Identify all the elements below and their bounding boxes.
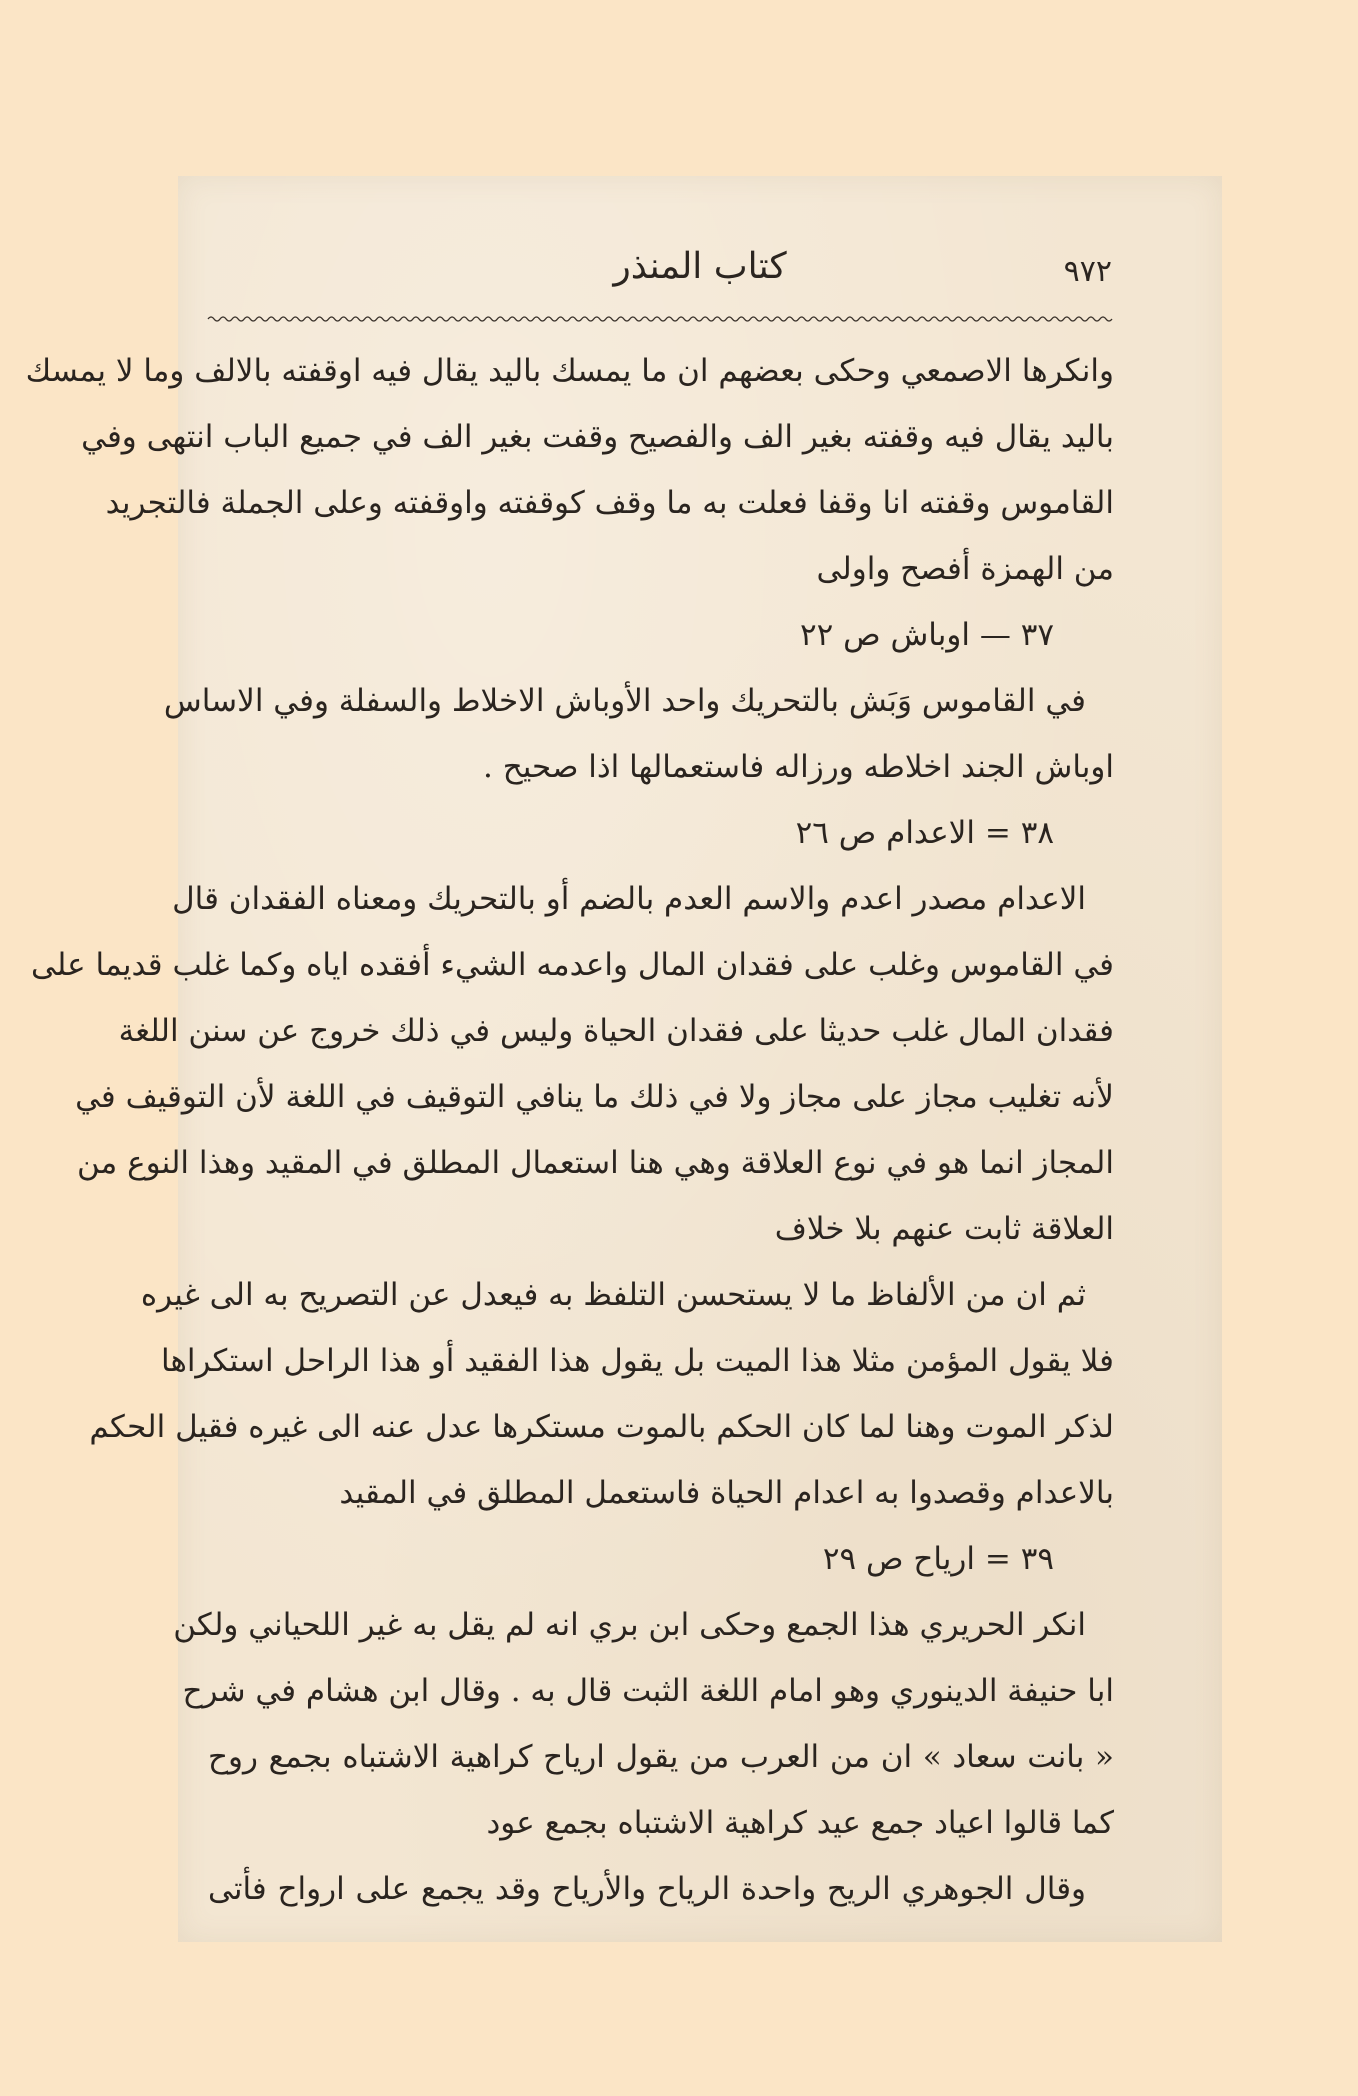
text-line: بالاعدام وقصدوا به اعدام الحياة فاستعمل المطلق في المقيد [339, 1475, 1114, 1511]
text-line: من الهمزة أفصح واولى [816, 551, 1114, 587]
text-line: فلا يقول المؤمن مثلا هذا الميت بل يقول هذا الفقيد أو هذا الراحل استكراها [161, 1343, 1114, 1379]
entry-heading: ٣٨ = الاعدام ص ٢٦ [795, 815, 1054, 851]
text-line: « بانت سعاد » ان من العرب من يقول ارياح كراهية الاشتباه بجمع روح [208, 1739, 1114, 1775]
text-line: كما قالوا اعياد جمع عيد كراهية الاشتباه بجمع عود [486, 1805, 1114, 1841]
text-line: ابا حنيفة الدينوري وهو امام اللغة الثبت قال به . وقال ابن هشام في شرح [182, 1673, 1114, 1709]
text-line: في القاموس وَبَش بالتحريك واحد الأوباش الاخلاط والسفلة وفي الاساس [163, 683, 1086, 719]
entry-heading: ٣٧ — اوباش ص ٢٢ [799, 617, 1054, 653]
text-line: المجاز انما هو في نوع العلاقة وهي هنا استعمال المطلق في المقيد وهذا النوع من [77, 1145, 1114, 1181]
text-line: انكر الحريري هذا الجمع وحكى ابن بري انه لم يقل به غير اللحياني ولكن [173, 1607, 1086, 1643]
text-line: وقال الجوهري الريح واحدة الرياح والأرياح وقد يجمع على ارواح فأتى [208, 1871, 1086, 1907]
text-line: باليد يقال فيه وقفته بغير الف والفصيح وقفت بغير الف في جميع الباب انتهى وفي [81, 419, 1114, 455]
text-line: العلاقة ثابت عنهم بلا خلاف [774, 1211, 1114, 1247]
text-line: فقدان المال غلب حديثا على فقدان الحياة وليس في ذلك خروج عن سنن اللغة [118, 1013, 1114, 1049]
scanned-page [25, 176, 1222, 1942]
text-line: لذكر الموت وهنا لما كان الحكم بالموت مستكرها عدل عنه الى غيره فقيل الحكم [89, 1409, 1114, 1445]
text-line: القاموس وقفته انا وقفا فعلت به ما وقف كوقفته واوقفته وعلى الجملة فالتجريد [105, 485, 1114, 521]
text-line: ثم ان من الألفاظ ما لا يستحسن التلفظ به فيعدل عن التصريح به الى غيره [140, 1277, 1086, 1313]
text-line: لأنه تغليب مجاز على مجاز ولا في ذلك ما ينافي التوقيف في اللغة لأن التوقيف في [75, 1079, 1114, 1115]
running-title: كتاب المنذر [613, 246, 787, 287]
text-line: اوباش الجند اخلاطه ورزاله فاستعمالها اذا صحيح . [482, 749, 1114, 785]
page-header [178, 246, 1222, 306]
text-line: في القاموس وغلب على فقدان المال واعدمه الشيء أفقده اياه وكما غلب قديما على [31, 947, 1114, 983]
body-text [25, 338, 1114, 1922]
page-number: ٩٧٢ [1063, 254, 1112, 289]
header-wavy-rule [208, 314, 1112, 324]
entry-heading: ٣٩ = ارياح ص ٢٩ [822, 1541, 1054, 1577]
text-line: وانكرها الاصمعي وحكى بعضهم ان ما يمسك باليد يقال فيه اوقفته بالالف وما لا يمسك [25, 353, 1114, 389]
text-line: الاعدام مصدر اعدم والاسم العدم بالضم أو بالتحريك ومعناه الفقدان قال [172, 881, 1086, 917]
